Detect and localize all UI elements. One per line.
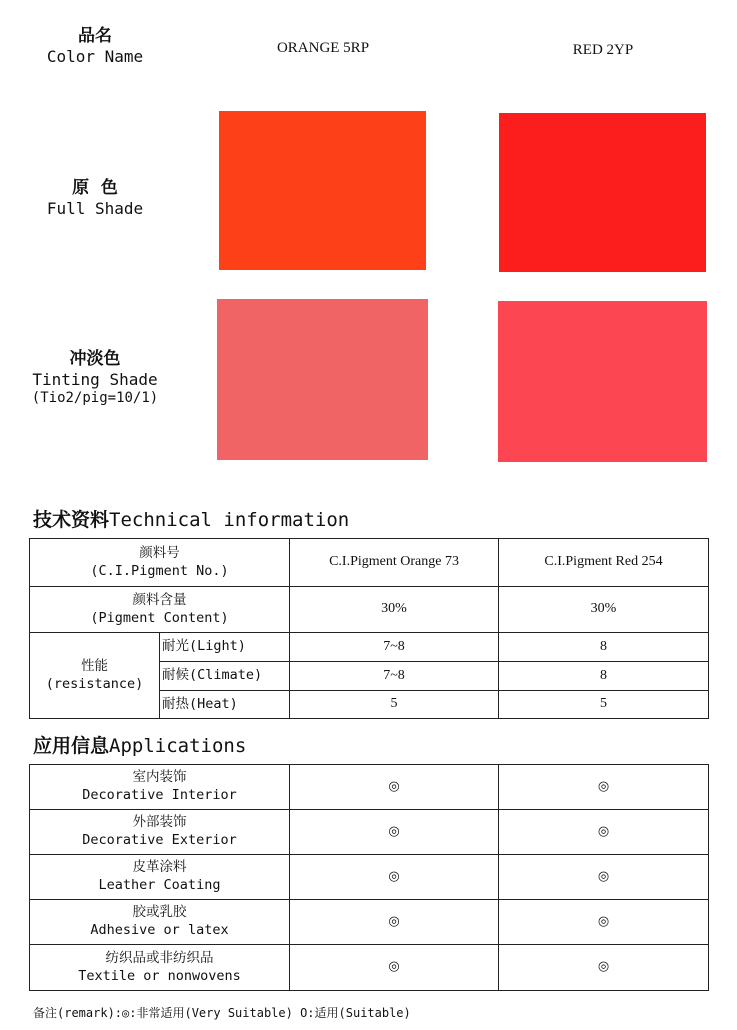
pigment-content-en: (Pigment Content) <box>90 609 229 626</box>
app-value-orange: ◎ <box>290 855 499 900</box>
app-label-interior <box>30 765 290 810</box>
pigment-no-zh: 颜料号 <box>139 544 180 561</box>
product-name-orange: ORANGE 5RP <box>276 40 370 56</box>
remark-note: 备注(remark):◎:非常适用(Very Suitable) O:适用(Suitable) <box>33 1006 411 1020</box>
climate-red: 8 <box>499 662 709 691</box>
applications-table <box>29 764 709 991</box>
table-row <box>30 587 709 633</box>
table-row <box>30 900 709 945</box>
app-zh: 室内装饰 <box>132 769 187 786</box>
full-shade-zh: 原 色 <box>72 178 118 198</box>
resistance-en: (resistance) <box>45 675 144 692</box>
app-label-leather <box>30 855 290 900</box>
app-zh: 外部装饰 <box>132 814 187 831</box>
app-en: Textile or nonwovens <box>78 967 241 984</box>
resistance-header <box>30 633 160 719</box>
app-value-orange: ◎ <box>290 900 499 945</box>
app-label-adhesive <box>30 900 290 945</box>
color-name-zh: 品名 <box>78 26 112 46</box>
color-name-label <box>20 26 170 67</box>
swatch-orange-full-shade <box>219 111 426 270</box>
pigment-content-zh: 颜料含量 <box>132 591 187 608</box>
heat-label-text: 耐热(Heat) <box>162 695 238 712</box>
light-orange: 7~8 <box>290 633 499 662</box>
heat-orange: 5 <box>290 691 499 719</box>
climate-label <box>160 662 290 691</box>
applications-title-en: Applications <box>109 735 247 757</box>
app-value-red: ◎ <box>499 810 709 855</box>
climate-label-text: 耐候(Climate) <box>162 667 263 684</box>
pigment-no-orange: C.I.Pigment Orange 73 <box>290 539 499 587</box>
technical-title-zh: 技术资料 <box>33 509 110 531</box>
technical-info-title <box>33 505 349 532</box>
applications-title <box>33 731 246 758</box>
resistance-zh: 性能 <box>81 657 108 674</box>
tinting-shade-label <box>14 349 176 408</box>
swatch-orange-tinting-shade <box>217 299 428 460</box>
app-en: Adhesive or latex <box>90 922 229 938</box>
pigment-content-red: 30% <box>499 587 709 633</box>
tinting-shade-zh: 冲淡色 <box>69 349 121 369</box>
table-row <box>30 633 709 662</box>
swatch-red-full-shade <box>499 113 706 272</box>
light-label <box>160 633 290 662</box>
color-name-en: Color Name <box>46 47 144 67</box>
pigment-no-header <box>30 539 290 587</box>
tinting-shade-en: Tinting Shade <box>32 370 158 390</box>
full-shade-label <box>20 178 170 219</box>
pigment-content-orange: 30% <box>290 587 499 633</box>
product-name-red: RED 2YP <box>572 42 634 58</box>
app-value-red: ◎ <box>499 855 709 900</box>
app-label-exterior <box>30 810 290 855</box>
technical-title-en: Technical information <box>109 509 350 531</box>
app-en: Leather Coating <box>98 877 221 893</box>
app-zh: 皮革涂料 <box>132 859 187 876</box>
applications-title-zh: 应用信息 <box>33 735 110 757</box>
table-row <box>30 855 709 900</box>
technical-table <box>29 538 709 719</box>
full-shade-en: Full Shade <box>46 199 144 219</box>
app-en: Decorative Interior <box>82 787 237 803</box>
table-row <box>30 810 709 855</box>
tinting-ratio: (Tio2/pig=10/1) <box>31 390 159 407</box>
app-value-orange: ◎ <box>290 945 499 991</box>
light-red: 8 <box>499 633 709 662</box>
pigment-no-en: (C.I.Pigment No.) <box>90 562 229 579</box>
table-row <box>30 945 709 991</box>
swatch-red-tinting-shade <box>498 301 707 462</box>
app-zh: 纺织品或非纺织品 <box>105 949 214 966</box>
app-value-red: ◎ <box>499 765 709 810</box>
app-value-red: ◎ <box>499 900 709 945</box>
app-label-textile <box>30 945 290 991</box>
table-row <box>30 539 709 587</box>
app-en: Decorative Exterior <box>82 832 237 848</box>
climate-orange: 7~8 <box>290 662 499 691</box>
app-zh: 胶或乳胶 <box>132 904 187 921</box>
app-value-orange: ◎ <box>290 765 499 810</box>
table-row <box>30 765 709 810</box>
light-label-text: 耐光(Light) <box>162 638 246 655</box>
pigment-no-red: C.I.Pigment Red 254 <box>499 539 709 587</box>
heat-label <box>160 691 290 719</box>
pigment-content-header <box>30 587 290 633</box>
app-value-orange: ◎ <box>290 810 499 855</box>
heat-red: 5 <box>499 691 709 719</box>
app-value-red: ◎ <box>499 945 709 991</box>
